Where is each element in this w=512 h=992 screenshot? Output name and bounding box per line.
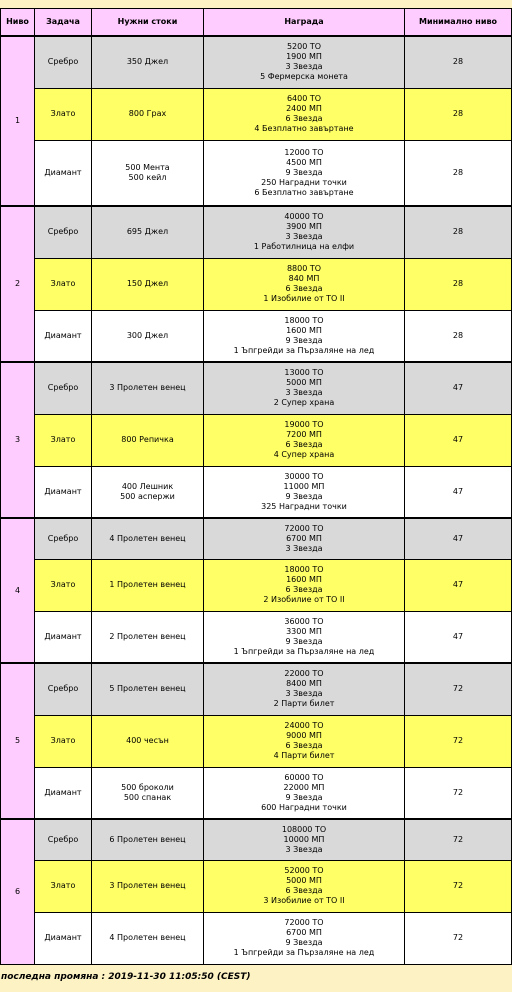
goods-cell: 695 Джел	[92, 206, 204, 258]
goods-cell: 5 Пролетен венец	[92, 663, 204, 715]
table-row	[1, 559, 512, 611]
min-level-cell: 72	[405, 715, 512, 767]
reward-cell: 60000 ТО 22000 МП 9 Звезда 600 Наградни точки	[204, 767, 405, 819]
task-cell: Диамант	[35, 611, 92, 663]
task-cell: Сребро	[35, 819, 92, 860]
goods-cell: 6 Пролетен венец	[92, 819, 204, 860]
task-cell: Злато	[35, 88, 92, 140]
reward-cell: 72000 ТО 6700 МП 9 Звезда 1 Ъпгрейди за Пързаляне на лед	[204, 912, 405, 964]
min-level-cell: 47	[405, 362, 512, 414]
min-level-cell: 28	[405, 258, 512, 310]
goods-cell: 1 Пролетен венец	[92, 559, 204, 611]
task-cell: Сребро	[35, 206, 92, 258]
goods-cell: 800 Репичка	[92, 414, 204, 466]
table-row	[1, 206, 512, 258]
task-cell: Сребро	[35, 36, 92, 88]
min-level-cell: 28	[405, 206, 512, 258]
task-cell: Диамант	[35, 767, 92, 819]
goods-cell: 400 Лешник 500 аспержи	[92, 466, 204, 518]
goods-cell: 150 Джел	[92, 258, 204, 310]
goods-cell: 400 чесън	[92, 715, 204, 767]
level-cell: 3	[1, 362, 35, 518]
task-cell: Злато	[35, 414, 92, 466]
min-level-cell: 47	[405, 518, 512, 559]
table-row	[1, 88, 512, 140]
reward-cell: 12000 ТО 4500 МП 9 Звезда 250 Наградни точки 6 Безплатно завъртане	[204, 140, 405, 206]
table-row	[1, 518, 512, 559]
task-cell: Злато	[35, 559, 92, 611]
table-row	[1, 663, 512, 715]
last-modified: последна промяна : 2019-11-30 11:05:50 (CEST)	[1, 972, 251, 982]
header-min-level: Минимално ниво	[405, 9, 512, 37]
goods-cell: 300 Джел	[92, 310, 204, 362]
min-level-cell: 47	[405, 559, 512, 611]
table-row	[1, 860, 512, 912]
table-row	[1, 414, 512, 466]
header-reward: Награда	[204, 9, 405, 37]
level-cell: 5	[1, 663, 35, 819]
goods-cell: 3 Пролетен венец	[92, 362, 204, 414]
task-cell: Диамант	[35, 140, 92, 206]
reward-cell: 24000 ТО 9000 МП 6 Звезда 4 Парти билет	[204, 715, 405, 767]
goods-cell: 800 Грах	[92, 88, 204, 140]
level-cell: 1	[1, 36, 35, 206]
reward-cell: 13000 ТО 5000 МП 3 Звезда 2 Супер храна	[204, 362, 405, 414]
reward-cell: 22000 ТО 8400 МП 3 Звезда 2 Парти билет	[204, 663, 405, 715]
task-cell: Диамант	[35, 912, 92, 964]
min-level-cell: 72	[405, 912, 512, 964]
reward-cell: 40000 ТО 3900 МП 3 Звезда 1 Работилница на елфи	[204, 206, 405, 258]
goods-cell: 350 Джел	[92, 36, 204, 88]
min-level-cell: 28	[405, 36, 512, 88]
reward-cell: 5200 ТО 1900 МП 3 Звезда 5 Фермерска монета	[204, 36, 405, 88]
reward-cell: 19000 ТО 7200 МП 6 Звезда 4 Супер храна	[204, 414, 405, 466]
table-row	[1, 819, 512, 860]
task-cell: Злато	[35, 715, 92, 767]
table-row	[1, 36, 512, 88]
table-row	[1, 466, 512, 518]
reward-cell: 18000 ТО 1600 МП 9 Звезда 1 Ъпгрейди за Пързаляне на лед	[204, 310, 405, 362]
reward-cell: 52000 ТО 5000 МП 6 Звезда 3 Изобилие от ТО II	[204, 860, 405, 912]
task-cell: Диамант	[35, 466, 92, 518]
min-level-cell: 47	[405, 611, 512, 663]
reward-cell: 6400 ТО 2400 МП 6 Звезда 4 Безплатно завъртане	[204, 88, 405, 140]
min-level-cell: 72	[405, 860, 512, 912]
goods-cell: 500 броколи 500 спанак	[92, 767, 204, 819]
header-row	[1, 9, 512, 37]
reward-cell: 72000 ТО 6700 МП 3 Звезда	[204, 518, 405, 559]
header-level: Ниво	[1, 9, 35, 37]
table-row	[1, 258, 512, 310]
goods-cell: 4 Пролетен венец	[92, 912, 204, 964]
min-level-cell: 47	[405, 414, 512, 466]
min-level-cell: 28	[405, 140, 512, 206]
reward-cell: 30000 ТО 11000 МП 9 Звезда 325 Наградни точки	[204, 466, 405, 518]
min-level-cell: 28	[405, 310, 512, 362]
task-cell: Диамант	[35, 310, 92, 362]
task-cell: Злато	[35, 258, 92, 310]
reward-cell: 36000 ТО 3300 МП 9 Звезда 1 Ъпгрейди за Пързаляне на лед	[204, 611, 405, 663]
min-level-cell: 72	[405, 819, 512, 860]
goods-cell: 500 Мента 500 кейл	[92, 140, 204, 206]
min-level-cell: 47	[405, 466, 512, 518]
task-cell: Злато	[35, 860, 92, 912]
goods-cell: 2 Пролетен венец	[92, 611, 204, 663]
table-row	[1, 140, 512, 206]
table-row	[1, 611, 512, 663]
reward-cell: 18000 ТО 1600 МП 6 Звезда 2 Изобилие от ТО II	[204, 559, 405, 611]
min-level-cell: 28	[405, 88, 512, 140]
min-level-cell: 72	[405, 767, 512, 819]
level-cell: 6	[1, 819, 35, 964]
min-level-cell: 72	[405, 663, 512, 715]
table-row	[1, 912, 512, 964]
table-row	[1, 767, 512, 819]
level-cell: 4	[1, 518, 35, 663]
table-row	[1, 715, 512, 767]
level-cell: 2	[1, 206, 35, 362]
table-row	[1, 310, 512, 362]
goods-cell: 3 Пролетен венец	[92, 860, 204, 912]
table-row	[1, 362, 512, 414]
reward-cell: 8800 ТО 840 МП 6 Звезда 1 Изобилие от ТО II	[204, 258, 405, 310]
header-goods: Нужни стоки	[92, 9, 204, 37]
task-cell: Сребро	[35, 362, 92, 414]
goods-cell: 4 Пролетен венец	[92, 518, 204, 559]
tasks-table	[0, 8, 512, 965]
reward-cell: 108000 ТО 10000 МП 3 Звезда	[204, 819, 405, 860]
task-cell: Сребро	[35, 663, 92, 715]
task-cell: Сребро	[35, 518, 92, 559]
header-task: Задача	[35, 9, 92, 37]
